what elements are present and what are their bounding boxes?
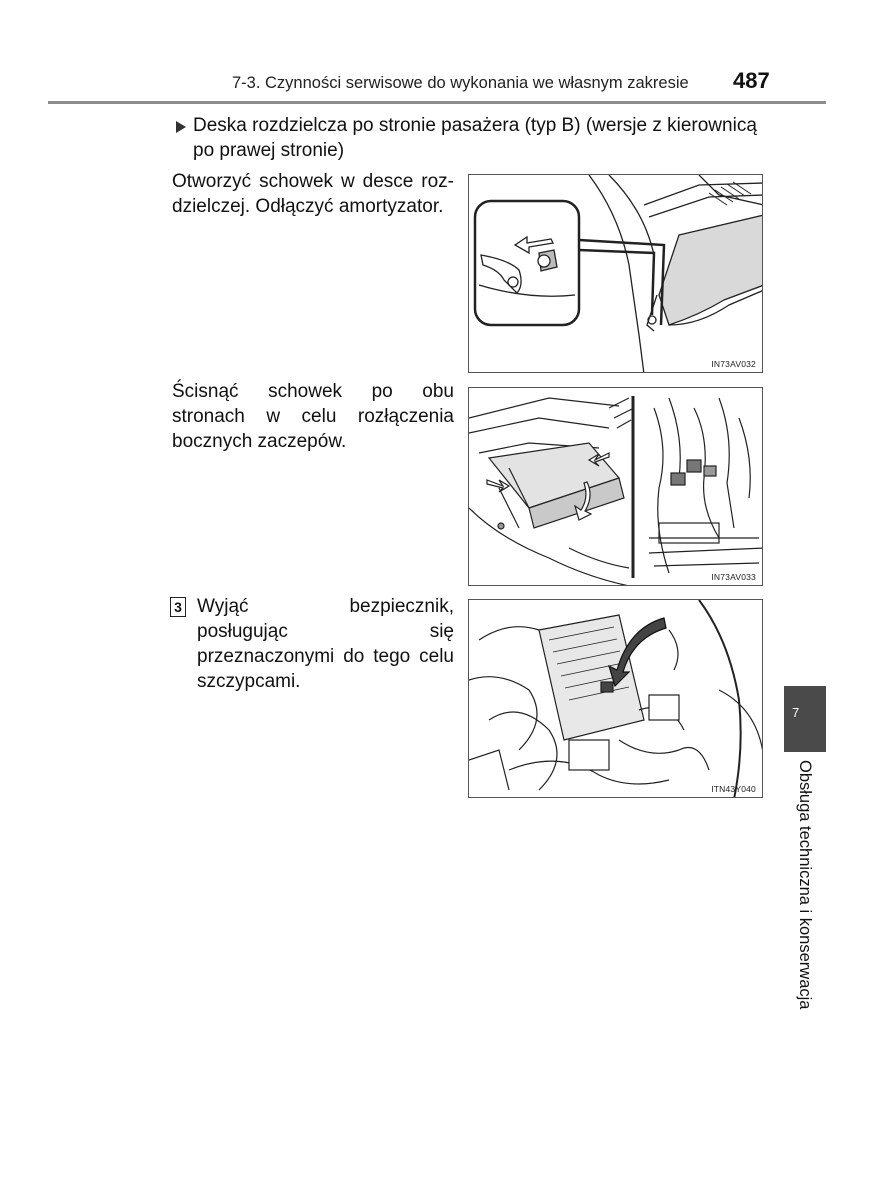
figure-code: IN73AV033	[711, 572, 756, 582]
figure-glovebox-damper	[468, 174, 763, 373]
chapter-tab	[784, 686, 826, 752]
figure-glovebox-squeeze	[468, 387, 763, 586]
bullet-arrow-icon	[176, 121, 186, 133]
section-heading: Deska rozdzielcza po stronie pasażera (typ B) (wersje z kierownicą po prawej stronie)	[193, 115, 757, 161]
step-2-text: Ścisnąć schowek po obu stronach w celu rozłączenia bocznych zaczepów.	[172, 381, 454, 452]
chapter-title: Obsługa techniczna i konserwacja	[796, 760, 814, 1010]
figure-fuse-removal	[468, 599, 763, 798]
running-header-title: 7-3. Czynności serwisowe do wykonania we własnym zakresie	[232, 74, 689, 92]
step-1-text: Otworzyć schowek w desce rozdzielczej. Odłączyć amortyzator.	[172, 171, 454, 217]
step-3-text: Wyjąć bezpiecznik, posługując się przeznaczonymi do tego celu szczypcami.	[197, 596, 454, 692]
header-rule	[48, 101, 826, 104]
step-number-box: 3	[170, 597, 186, 617]
figure-code: ITN43Y040	[711, 784, 756, 794]
chapter-label	[784, 760, 826, 1030]
chapter-number: 7	[792, 705, 800, 720]
page-number: 487	[733, 68, 770, 93]
figure-code: IN73AV032	[711, 359, 756, 369]
